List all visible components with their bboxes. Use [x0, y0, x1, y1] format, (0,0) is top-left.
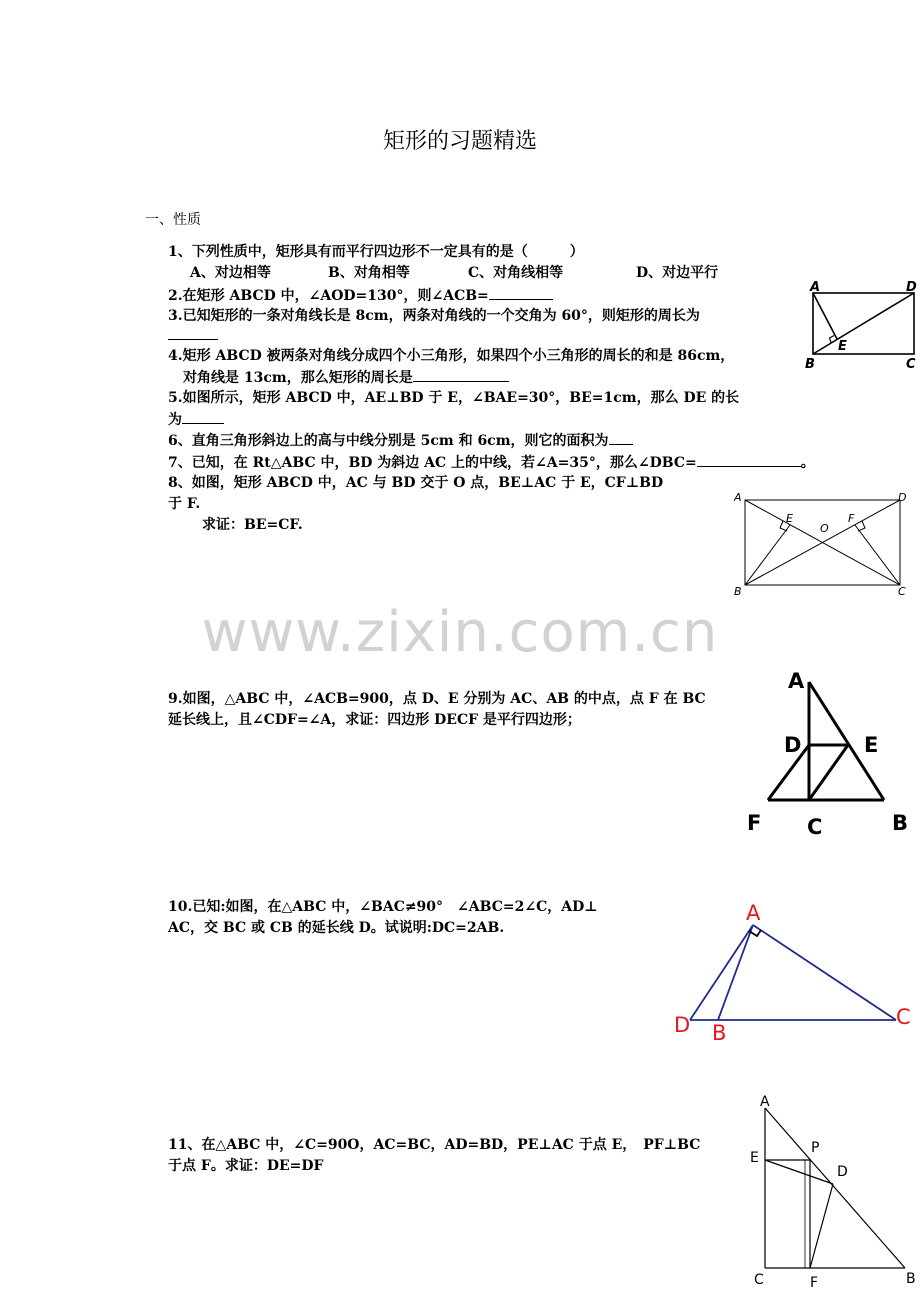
- label-f: F: [747, 811, 762, 835]
- label-d: D: [906, 280, 917, 295]
- answer-blank[interactable]: [182, 409, 224, 424]
- label-e: E: [786, 512, 793, 525]
- label-a: A: [788, 669, 805, 693]
- label-a: A: [734, 491, 742, 504]
- label-d: D: [837, 1164, 848, 1180]
- question-10-line2: AC，交 BC 或 CB 的延长线 D。试说明:DC=2AB.: [168, 920, 505, 936]
- segment-fd: [810, 1184, 833, 1268]
- label-c: C: [754, 1272, 764, 1288]
- label-b: B: [712, 1021, 727, 1045]
- question-3-blank-line: [168, 325, 218, 346]
- label-a: A: [746, 901, 761, 925]
- question-7-text: 7、已知，在 Rt△ABC 中，BD 为斜边 AC 上的中线，若∠A=35°，那么∠DBC=: [168, 455, 697, 471]
- option-b[interactable]: B、对角相等: [328, 265, 410, 281]
- question-11-line1: 11、在△ABC 中，∠C=90O，AC=BC，AD=BD，PE⊥AC 于点 E， PF⊥BC: [168, 1137, 701, 1153]
- section-heading: 一、性质: [145, 212, 201, 228]
- label-d: D: [784, 733, 802, 757]
- label-b: B: [892, 811, 909, 835]
- watermark: www.zixin.com.cn: [201, 600, 719, 665]
- question-8-line2: 于 F.: [168, 496, 201, 512]
- question-4-line1: 4.矩形 ABCD 被两条对角线分成四个小三角形，如果四个小三角形的周长的和是 86cm，: [168, 348, 735, 364]
- label-p: P: [811, 1140, 820, 1156]
- question-4-text: 对角线是 13cm，那么矩形的周长是: [183, 370, 413, 386]
- figure-4-triangle: [670, 898, 920, 1048]
- segment-ae: [813, 293, 837, 339]
- label-b: B: [734, 585, 742, 598]
- page-title: 矩形的习题精选: [382, 129, 537, 154]
- question-1-options: [190, 263, 718, 283]
- question-6: [168, 430, 633, 451]
- segment-ab: [718, 925, 753, 1020]
- figure-5-triangle: [745, 1088, 920, 1288]
- label-c: C: [807, 815, 823, 839]
- question-9-line2: 延长线上，且∠CDF=∠A，求证：四边形 DECF 是平行四边形；: [168, 712, 581, 728]
- label-e: E: [864, 733, 879, 757]
- segment-ac: [753, 925, 896, 1020]
- label-c: C: [896, 1005, 911, 1029]
- label-f: F: [848, 512, 855, 525]
- question-5-line2: [168, 409, 224, 430]
- label-f: F: [810, 1275, 819, 1288]
- question-4-line2: [183, 367, 509, 388]
- label-b: B: [805, 357, 815, 372]
- label-a: A: [760, 1094, 770, 1110]
- question-8-line1: 8、如图，矩形 ABCD 中，AC 与 BD 交于 O 点，BE⊥AC 于 E，CF⊥BD: [168, 475, 664, 491]
- question-7: [168, 452, 815, 473]
- segment-cf: [855, 525, 900, 585]
- question-8-line3: 求证：BE=CF.: [202, 517, 303, 533]
- label-e: E: [750, 1150, 759, 1166]
- segment-ab: [765, 1108, 905, 1268]
- label-d: D: [898, 491, 907, 504]
- question-2-text: 2.在矩形 ABCD 中，∠AOD=130°，则∠ACB=: [168, 288, 489, 304]
- segment-ce: [809, 745, 848, 800]
- segment-be: [745, 525, 790, 585]
- question-2: [168, 285, 553, 306]
- figure-1-rectangle: [800, 272, 920, 372]
- question-7-end: 。: [800, 455, 815, 471]
- label-a: A: [810, 280, 821, 295]
- answer-blank[interactable]: [609, 430, 633, 445]
- question-6-text: 6、直角三角形斜边上的高与中线分别是 5cm 和 6cm，则它的面积为: [168, 433, 609, 449]
- segment-ad: [690, 925, 753, 1020]
- label-e: E: [838, 339, 847, 354]
- answer-blank[interactable]: [489, 285, 553, 300]
- question-3-text: 3.已知矩形的一条对角线长是 8cm，两条对角线的一个交角为 60°，则矩形的周长为: [168, 308, 700, 324]
- question-5-line1: 5.如图所示，矩形 ABCD 中，AE⊥BD 于 E，∠BAE=30°，BE=1cm，那么 DE 的长: [168, 390, 740, 406]
- question-1-stem: 1、下列性质中，矩形具有而平行四边形不一定具有的是（ ）: [168, 244, 584, 260]
- figure-2-rectangle: [728, 485, 918, 603]
- label-c: C: [906, 357, 916, 372]
- segment-ed: [765, 1160, 833, 1184]
- answer-blank[interactable]: [168, 325, 218, 340]
- option-a[interactable]: A、对边相等: [190, 265, 271, 281]
- answer-blank[interactable]: [697, 452, 801, 467]
- question-10-line1: 10.已知:如图，在△ABC 中，∠BAC≠90° ∠ABC=2∠C，AD⊥: [168, 899, 598, 915]
- label-b: B: [906, 1271, 916, 1287]
- label-d: D: [674, 1013, 691, 1037]
- figure-3-triangle: [740, 662, 920, 840]
- question-9-line1: 9.如图，△ABC 中，∠ACB=900，点 D、E 分别为 AC、AB 的中点，点 F 在 BC: [168, 691, 706, 707]
- question-5-text: 为: [168, 412, 182, 428]
- option-c[interactable]: C、对角线相等: [468, 265, 564, 281]
- label-c: C: [898, 585, 906, 598]
- answer-blank[interactable]: [413, 367, 509, 382]
- label-o: O: [820, 522, 829, 535]
- question-11-line2: 于点 F。求证：DE=DF: [168, 1158, 324, 1174]
- option-d[interactable]: D、对边平行: [636, 265, 719, 281]
